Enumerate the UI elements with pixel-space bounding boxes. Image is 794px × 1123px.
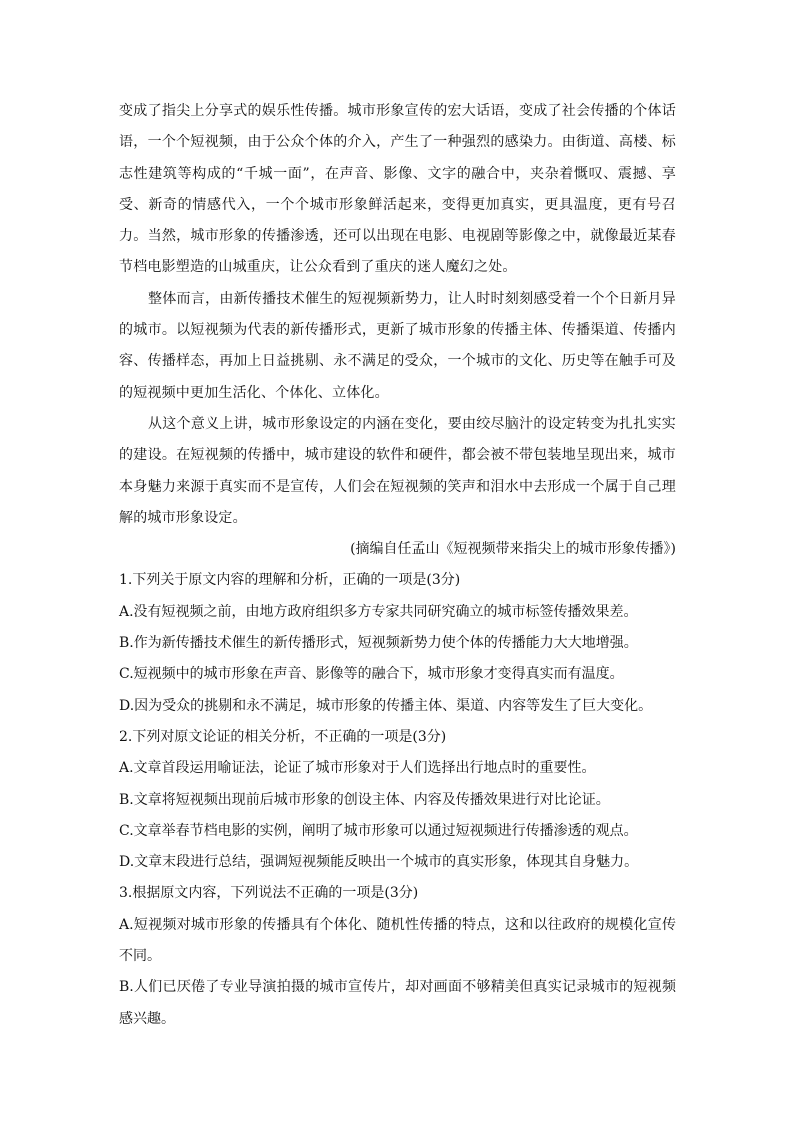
question-stem: 3.根据原文内容，下列说法不正确的一项是(3分) bbox=[119, 885, 419, 902]
question-option: C.短视频中的城市形象在声音、影像等的融合下，城市形象才变得真实而有温度。 bbox=[119, 666, 624, 683]
passage-paragraph-2: 整体而言，由新传播技术催生的短视频新势力，让人时时刻刻感受着一个个日新月异的城市。以短视频为代表的新传播形式，更新了城市形象的传播主体、传播渠道、传播内容、传播样态，再加上日益挑剔、永不满足的受众，一个城市的文化、历史等在触手可及的短视频中更加生活化、个体化、立体化。 bbox=[119, 290, 676, 401]
document-page bbox=[119, 96, 676, 1035]
question-option: D.因为受众的挑剔和永不满足，城市形象的传播主体、渠道、内容等发生了巨大变化。 bbox=[119, 697, 653, 714]
passage-paragraph-3: 从这个意义上讲，城市形象设定的内涵在变化，要由绞尽脑汁的设定转变为扎扎实实的建设。在短视频的传播中，城市建设的软件和硬件，都会被不带包装地呈现出来，城市本身魅力来源于真实而不是宣传，人们会在短视频的笑声和泪水中去形成一个属于自己理解的城市形象设定。 bbox=[119, 415, 676, 526]
question-option: A.短视频对城市形象的传播具有个体化、随机性传播的特点，这和以往政府的规模化宣传不同。 bbox=[119, 916, 676, 965]
question-2 bbox=[119, 722, 676, 878]
question-stem: 1.下列关于原文内容的理解和分析，正确的一项是(3分) bbox=[119, 572, 461, 589]
question-option: C.文章举春节档电影的实例，阐明了城市形象可以通过短视频进行传播渗透的观点。 bbox=[119, 822, 638, 839]
question-option: B.文章将短视频出现前后城市形象的创设主体、内容及传播效果进行对比论证。 bbox=[119, 791, 610, 808]
question-1 bbox=[119, 565, 676, 721]
question-stem: 2.下列对原文论证的相关分析，不正确的一项是(3分) bbox=[119, 728, 447, 745]
question-3 bbox=[119, 878, 676, 1034]
question-option: B.人们已厌倦了专业导演拍摄的城市宣传片，却对画面不够精美但真实记录城市的短视频感兴趣。 bbox=[119, 979, 676, 1027]
question-option: A.文章首段运用喻证法，论证了城市形象对于人们选择出行地点时的重要性。 bbox=[119, 760, 596, 777]
question-option: A.没有短视频之前，由地方政府组织多方专家共同研究确立的城市标签传播效果差。 bbox=[119, 603, 638, 620]
passage-paragraph-1: 变成了指尖上分享式的娱乐性传播。城市形象宣传的宏大话语，变成了社会传播的个体话语，一个个短视频，由于公众个体的介入，产生了一种强烈的感染力。由街道、高楼、标志性建筑等构成的“千城一面”，在声音、影像、文字的融合中，夹杂着慨叹、震撼、享受、新奇的情感代入，一个个城市形象鲜活起来，变得更加真实，更具温度，更有号召力。当然，城市形象的传播渗透，还可以出现在电影、电视剧等影像之中，就像最近某春节档电影塑造的山城重庆，让公众看到了重庆的迷人魔幻之处。 bbox=[119, 103, 676, 276]
passage-source: (摘编自任孟山《短视频带来指尖上的城市形象传播》) bbox=[350, 541, 676, 558]
question-option: D.文章末段进行总结，强调短视频能反映出一个城市的真实形象，体现其自身魅力。 bbox=[119, 854, 639, 871]
question-option: B.作为新传播技术催生的新传播形式，短视频新势力使个体的传播能力大大地增强。 bbox=[119, 635, 638, 652]
